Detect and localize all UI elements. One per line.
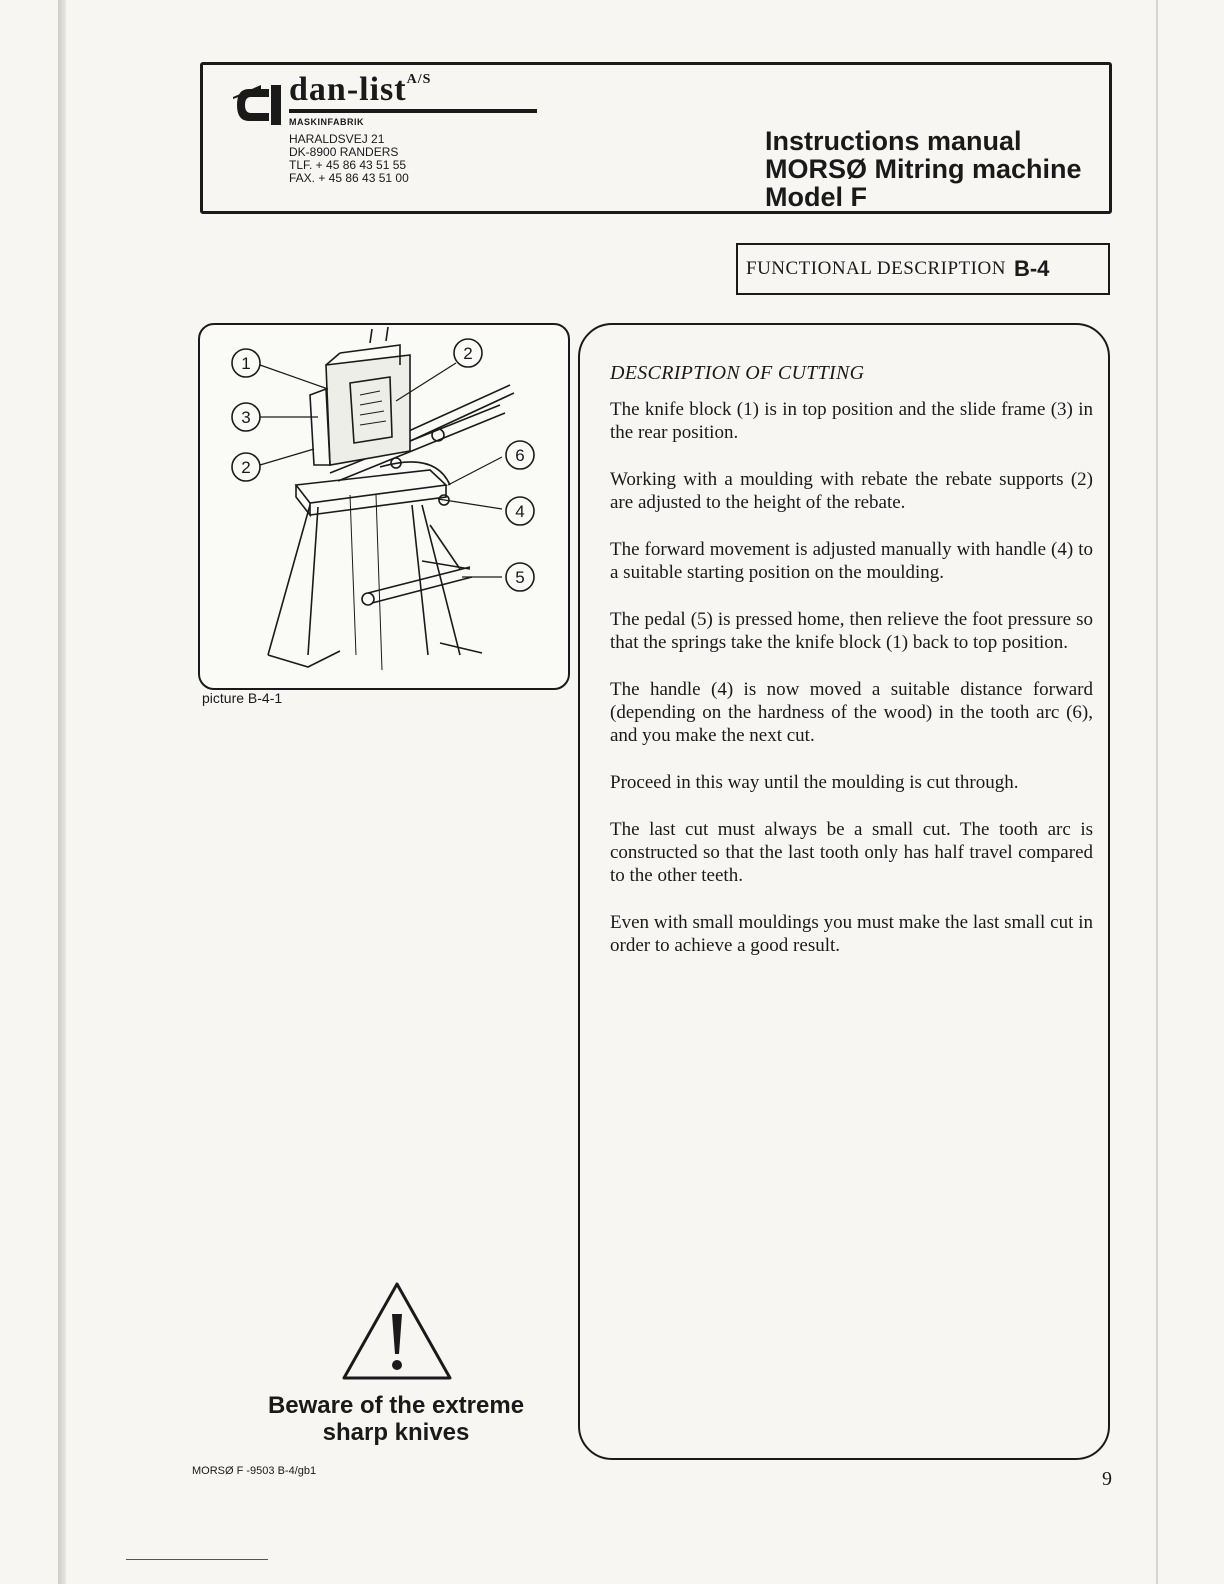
description-paragraph: The forward movement is adjusted manually with handle (4) to a suitable starting position on the moulding. xyxy=(610,539,1093,583)
callout-label: 2 xyxy=(241,458,251,477)
bottom-rule xyxy=(126,1559,268,1560)
warning-message xyxy=(236,1392,556,1446)
title-line: Model F xyxy=(765,182,867,212)
callout-label: 1 xyxy=(241,354,251,373)
machine-illustration xyxy=(198,323,570,690)
title-line: Instructions manual xyxy=(765,126,1022,156)
address-line: HARALDSVEJ 21 xyxy=(289,132,385,146)
section-tag xyxy=(736,243,1110,295)
warning-line: Beware of the extreme xyxy=(267,1392,525,1419)
section-name: FUNCTIONAL DESCRIPTION xyxy=(746,258,1006,279)
section-code: B-4 xyxy=(1013,256,1050,281)
machine-drawing-icon xyxy=(200,325,568,688)
fax-line: FAX. + 45 86 43 51 00 xyxy=(289,171,409,185)
document-code: MORSØ F -9503 B-4/gb1 xyxy=(192,1465,317,1477)
brand-suffix: A/S xyxy=(406,72,432,87)
description-heading: DESCRIPTION OF CUTTING xyxy=(610,362,865,384)
callout-label: 4 xyxy=(515,502,525,521)
picture-caption: picture B-4-1 xyxy=(202,690,283,706)
scan-edge-right xyxy=(1156,0,1158,1584)
company-subtitle: MASKINFABRIK xyxy=(289,117,364,127)
description-paragraph: The pedal (5) is pressed home, then relieve the foot pressure so that the springs take the knife block (1) back to top position. xyxy=(610,609,1093,653)
description-body xyxy=(610,398,1093,981)
logo-underline xyxy=(289,109,537,113)
description-paragraph: The handle (4) is now moved a suitable distance forward (depending on the hardness of the wood) in the tooth arc (6), and you make the next cut. xyxy=(610,679,1093,746)
title-line: MORSØ Mitring machine xyxy=(765,154,1082,184)
warning-line: sharp knives xyxy=(322,1419,470,1446)
header-box xyxy=(200,62,1112,214)
address-line: DK-8900 RANDERS xyxy=(289,145,399,159)
scan-edge-left xyxy=(58,0,66,1584)
company-address xyxy=(289,133,409,185)
callout-label: 2 xyxy=(463,344,473,363)
company-logo-icon xyxy=(231,75,291,135)
callout-label: 3 xyxy=(241,408,251,427)
warning-triangle-icon xyxy=(340,1280,454,1382)
description-paragraph: Proceed in this way until the moulding is cut through. xyxy=(610,772,1019,793)
phone-line: TLF. + 45 86 43 51 55 xyxy=(289,158,407,172)
description-paragraph: Working with a moulding with rebate the rebate supports (2) are adjusted to the height of the rebate. xyxy=(610,469,1093,513)
description-paragraph: Even with small mouldings you must make the last small cut in order to achieve a good result. xyxy=(610,912,1093,956)
page-number: 9 xyxy=(1102,1468,1112,1490)
callout-label: 5 xyxy=(515,568,525,587)
brand-name: dan-list xyxy=(289,71,407,108)
manual-title xyxy=(765,127,1082,211)
description-paragraph: The knife block (1) is in top position and the slide frame (3) in the rear position. xyxy=(610,399,1093,443)
callout-label: 6 xyxy=(515,446,525,465)
description-paragraph: The last cut must always be a small cut. The tooth arc is constructed so that the last tooth only has half travel compared to the other teeth. xyxy=(610,819,1093,886)
company-brand xyxy=(289,73,431,107)
